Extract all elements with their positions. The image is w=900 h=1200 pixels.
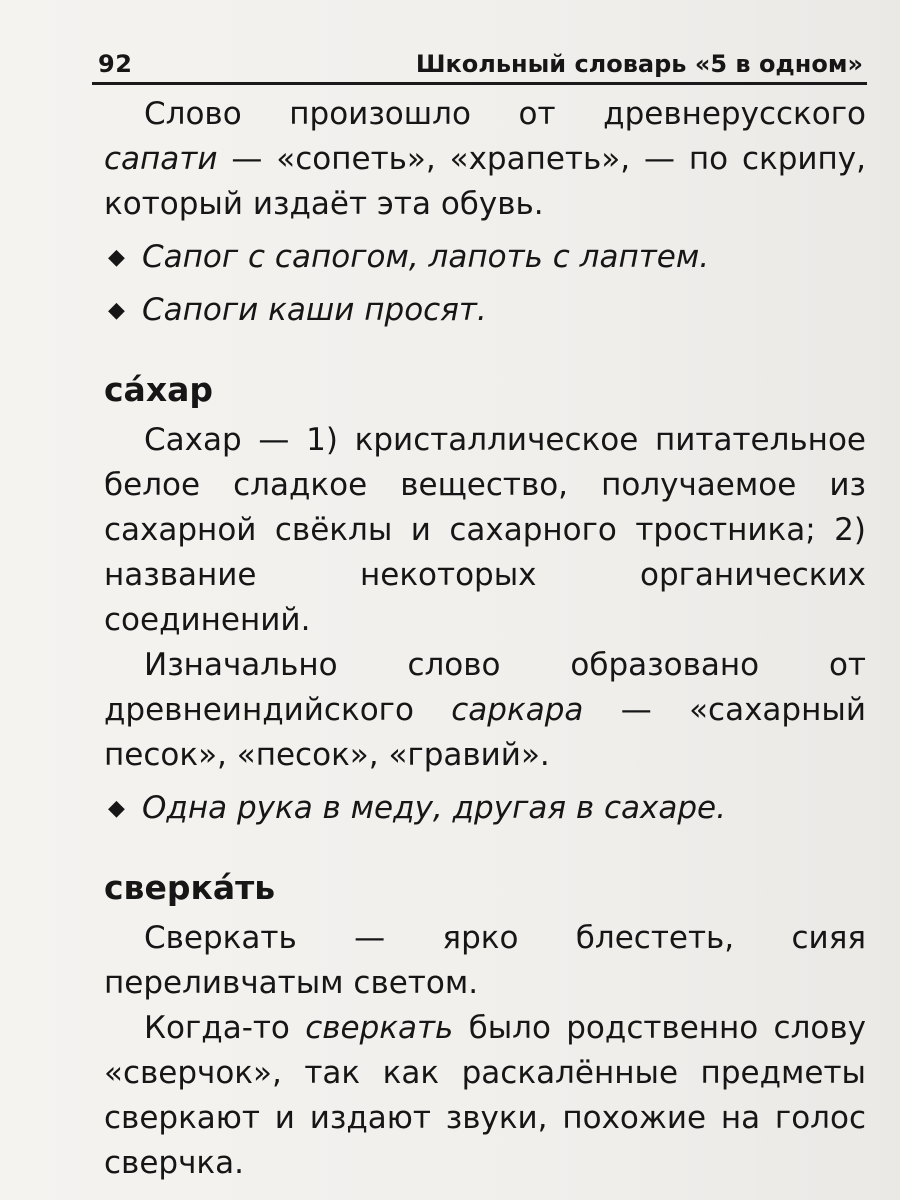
text-run: Слово произошло от древнерусского (144, 96, 866, 132)
diamond-bullet-icon: ◆ (108, 796, 125, 821)
sapog-origin-paragraph (104, 92, 866, 227)
text-run: Изначально слово образовано от древнеиндийского (104, 647, 866, 728)
text-run: было родственно слову «сверчок», так как раскалённые предметы сверкают и издают звуки, похожие на голос сверчка. (104, 1010, 866, 1181)
text-run: Когда-то (144, 1010, 306, 1046)
headword-sverkat: сверка́ть (104, 868, 276, 907)
page-content (104, 92, 866, 1186)
saying-text: Одна рука в меду, другая в сахаре. (142, 790, 726, 826)
text-run: — «сахарный песок», «песок», «гравий». (104, 692, 866, 773)
headword-sakhar: са́хар (104, 370, 214, 409)
sakhar-origin (104, 643, 866, 778)
saying-item (108, 786, 866, 831)
diamond-bullet-icon: ◆ (108, 298, 125, 323)
saying-text: Сапог с сапогом, лапоть с лаптем. (142, 239, 710, 275)
diamond-bullet-icon: ◆ (108, 245, 125, 270)
cited-word: саркара (451, 692, 584, 728)
sakhar-definition: Сахар — 1) кристаллическое питательное белое сладкое вещество, получаемое из сахарной свёклы и сахарного тростника; 2) название некоторых органических соединений. (104, 422, 866, 638)
page-header (92, 48, 867, 85)
saying-item (108, 235, 866, 280)
sverkat-definition: Сверкать — ярко блестеть, сияя переливчатым светом. (104, 920, 866, 1001)
cited-word: сапати (104, 141, 218, 177)
saying-text: Сапоги каши просят. (142, 292, 487, 328)
text-run: — «сопеть», «храпеть», — по скрипу, который издаёт эта обувь. (104, 141, 866, 222)
sverkat-origin (104, 1006, 866, 1186)
cited-word: сверкать (305, 1010, 454, 1046)
running-title: Школьный словарь «5 в одном» (415, 50, 863, 78)
page-number: 92 (98, 50, 133, 78)
saying-item (108, 288, 866, 333)
